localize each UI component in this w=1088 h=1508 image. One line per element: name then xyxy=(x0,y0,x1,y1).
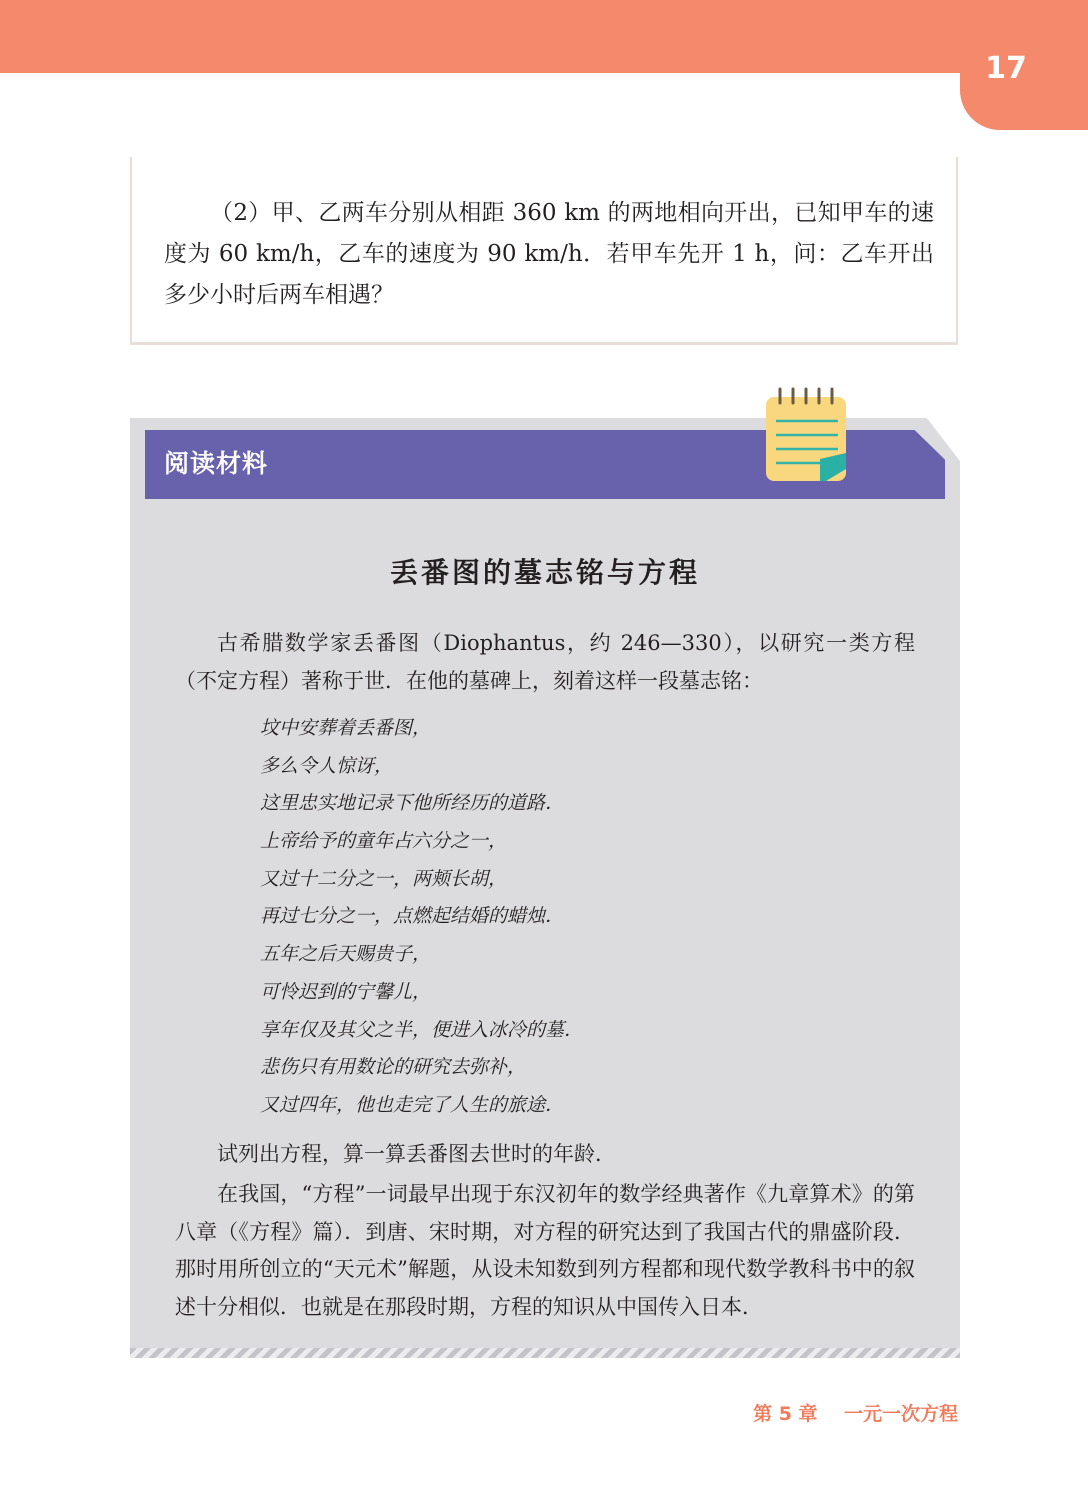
poem-line: 又过十二分之一，两颊长胡， xyxy=(260,867,508,890)
reading-label: 阅读材料 xyxy=(164,449,269,478)
exercise-problem-text: （2）甲、乙两车分别从相距 360 km 的两地相向开出，已知甲车的速度为 60 km/h，乙车的速度为 90 km/h．若甲车先开 1 h，问：乙车开出多少小时后两车相遇？ xyxy=(164,200,934,308)
reading-title: 丢番图的墓志铭与方程 xyxy=(389,556,700,589)
poem-line: 这里忠实地记录下他所经历的道路． xyxy=(260,792,565,815)
poem-line: 上帝给予的童年占六分之一， xyxy=(260,830,508,853)
reading-intro-paragraph: 古希腊数学家丢番图（Diophantus，约 246—330），以研究一类方程（不定方程）著称于世．在他的墓碑上，刻着这样一段墓志铭： xyxy=(175,631,915,693)
reading-question: 试列出方程，算一算丢番图去世时的年龄． xyxy=(217,1142,616,1166)
poem-line: 可怜迟到的宁馨儿， xyxy=(260,980,432,1003)
poem-line: 悲伤只有用数论的研究去弥补， xyxy=(260,1056,527,1079)
reading-dashed-border xyxy=(130,1348,960,1358)
page-number: 17 xyxy=(985,51,1027,86)
notepad-icon xyxy=(760,385,852,485)
reading-history-paragraph: 在我国，“方程”一词最早出现于东汉初年的数学经典著作《九章算术》的第八章（《方程》篇）．到唐、宋时期，对方程的研究达到了我国古代的鼎盛阶段．那时用所创立的“天元术”解题，从设未知数到列方程都和现代数学教科书中的叙述十分相似．也就是在那段时期，方程的知识从中国传入日本． xyxy=(175,1182,915,1319)
poem-line: 又过四年，他也走完了人生的旅途． xyxy=(260,1093,565,1116)
poem-line: 再过七分之一，点燃起结婚的蜡烛． xyxy=(260,905,565,928)
poem-line: 五年之后天赐贵子， xyxy=(260,943,432,966)
epitaph-poem xyxy=(260,710,583,1125)
poem-line: 坟中安葬着丢番图， xyxy=(260,717,432,739)
top-color-band xyxy=(0,0,1088,73)
poem-line: 享年仅及其父之半，便进入冰冷的墓． xyxy=(260,1018,584,1041)
footer-chapter-title: 第 5 章 一元一次方程 xyxy=(753,1403,958,1425)
poem-line: 多么令人惊讶， xyxy=(260,754,394,777)
